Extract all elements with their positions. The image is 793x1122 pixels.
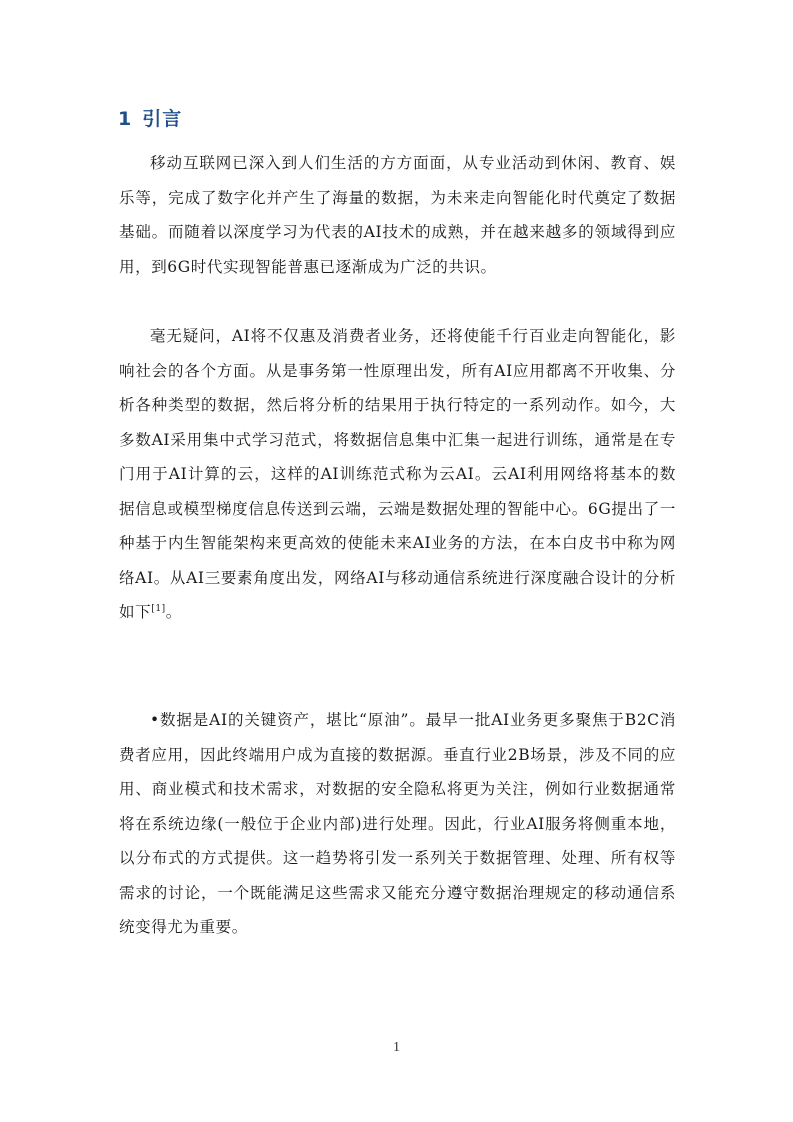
paragraph-data-bullet: •数据是AI的关键资产，堪比“原油”。最早一批AI业务更多聚焦于B2C消费者应用，因此终端用户成为直接的数据源。垂直行业2B场景，涉及不同的应用、商业模式和技术需求，对数据的安全隐私将更为关注，例如行业数据通常将在系统边缘(一般位于企业内部)进行处理。因此，行业AI服务将侧重本地，以分布式的方式提供。这一趋势将引发一系列关于数据管理、处理、所有权等需求的讨论，一个既能满足这些需求又能充分遵守数据治理规定的移动通信系统变得尤为重要。	[119, 711, 676, 936]
citation-reference[interactable]: [1]	[151, 603, 166, 614]
page-number: 1	[393, 1040, 400, 1055]
paragraph-ai-analysis	[119, 319, 676, 630]
paragraph-ai-analysis-text: 毫无疑问，AI将不仅惠及消费者业务，还将使能千行百业走向智能化，影响社会的各个方面。从是事务第一性原理出发，所有AI应用都离不开收集、分析各种类型的数据，然后将分析的结果用于执行特定的一系列动作。如今，大多数AI采用集中式学习范式，将数据信息集中汇集一起进行训练，通常是在专门用于AI计算的云，这样的AI训练范式称为云AI。云AI利用网络将基本的数据信息或模型梯度信息传送到云端，云端是数据处理的智能中心。6G提出了一种基于内生智能架构来更高效的使能未来AI业务的方法，在本白皮书中称为网络AI。从AI三要素角度出发，网络AI与移动通信系统进行深度融合设计的分析如下	[119, 327, 676, 621]
section-number: 1	[118, 108, 133, 130]
paragraph-intro: 移动互联网已深入到人们生活的方方面面，从专业活动到休闲、教育、娱乐等，完成了数字化并产生了海量的数据，为未来走向智能化时代奠定了数据基础。而随着以深度学习为代表的AI技术的成熟，并在越来越多的领域得到应用，到6G时代实现智能普惠已逐渐成为广泛的共识。	[119, 154, 676, 276]
paragraph-ai-analysis-end: 。	[165, 603, 182, 621]
section-heading	[118, 104, 182, 134]
section-title: 引言	[142, 108, 183, 130]
